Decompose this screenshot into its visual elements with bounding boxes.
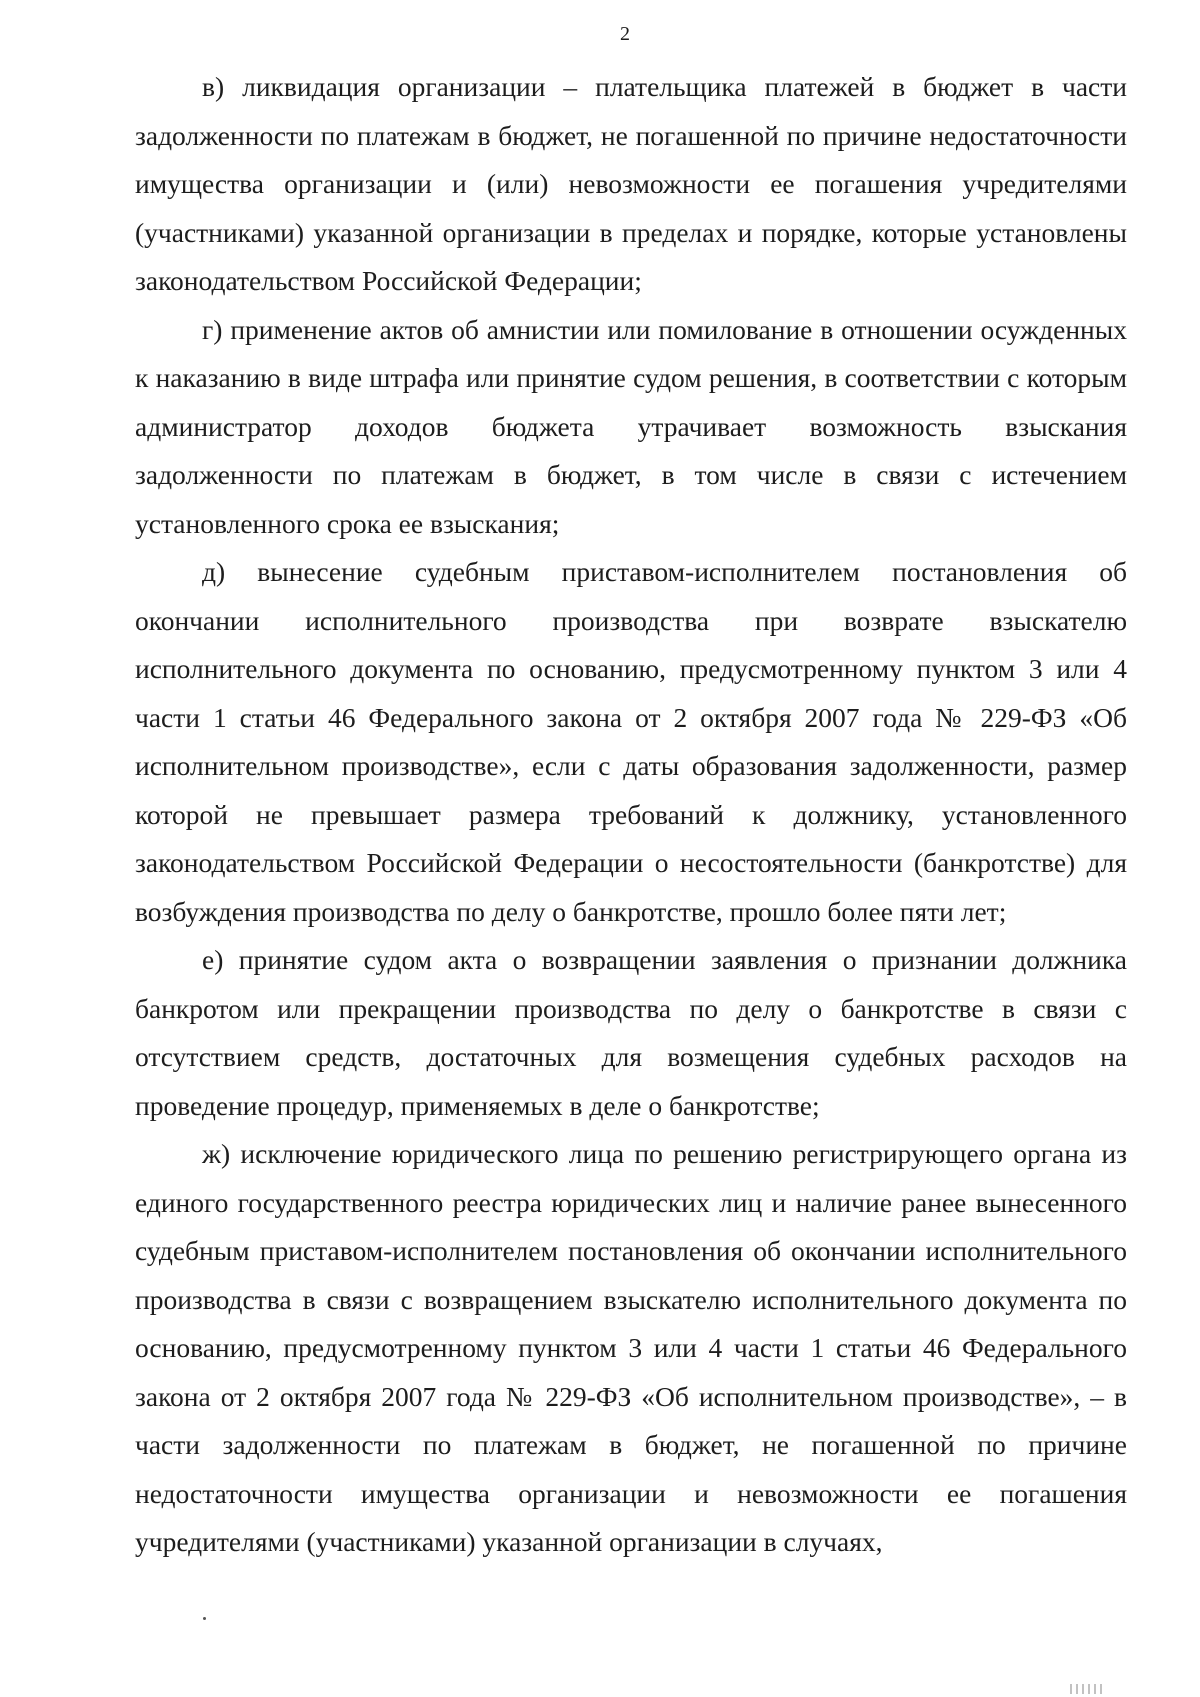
paragraph-e: е) принятие судом акта о возвращении заявления о признании должника банкротом или прекращении производства по делу о банкротстве в связи с отсутствием средств, достаточных для возмещения судебных расходов на проведение процедур, применяемых в деле о банкротстве; (135, 944, 1127, 1121)
paragraph-g: г) применение актов об амнистии или помилование в отношении осужденных к наказанию в виде штрафа или принятие судом решения, в соответствии с которым администратор доходов бюджета утрачивает возможность взыскания задолженности по платежам в бюджет, в том числе в связи с истечением установленного срока ее взыскания; (135, 313, 1127, 539)
paragraph-zh: ж) исключение юридического лица по решению регистрирующего органа из единого государственного реестра юридических лиц и наличие ранее вынесенного судебным приставом-исполнителем постановления об окончании исполнительного производства в связи с возвращением взыскателю исполнительного документа по основанию, предусмотренному пунктом 3 или 4 части 1 статьи 46 Федерального закона от 2 октября 2007 года № 229-ФЗ «Об исполнительном производстве», – в части задолженности по платежам в бюджет, не погашенной по причине недостаточности имущества организации и невозможности ее погашения учредителями (участниками) указанной организации в случаях, (135, 1138, 1127, 1557)
page-number: 2 (620, 23, 630, 45)
document-body (135, 63, 1127, 1567)
scan-edge-mark (1070, 1684, 1104, 1694)
paragraph-d: д) вынесение судебным приставом-исполнителем постановления об окончании исполнительного производства при возврате взыскателю исполнительного документа по основанию, предусмотренному пунктом 3 или 4 части 1 статьи 46 Федерального закона от 2 октября 2007 года № 229-ФЗ «Об исполнительном производстве», если с даты образования задолженности, размер которой не превышает размера требований к должнику, установленного законодательством Российской Федерации о несостоятельности (банкротстве) для возбуждения производства по делу о банкротстве, прошло более пяти лет; (135, 556, 1127, 927)
paragraph-v: в) ликвидация организации – плательщика платежей в бюджет в части задолженности по платежам в бюджет, не погашенной по причине недостаточности имущества организации и (или) невозможности ее погашения учредителями (участниками) указанной организации в пределах и порядке, которые установлены законодательством Российской Федерации; (135, 71, 1127, 296)
scan-dot-mark (203, 1617, 206, 1620)
